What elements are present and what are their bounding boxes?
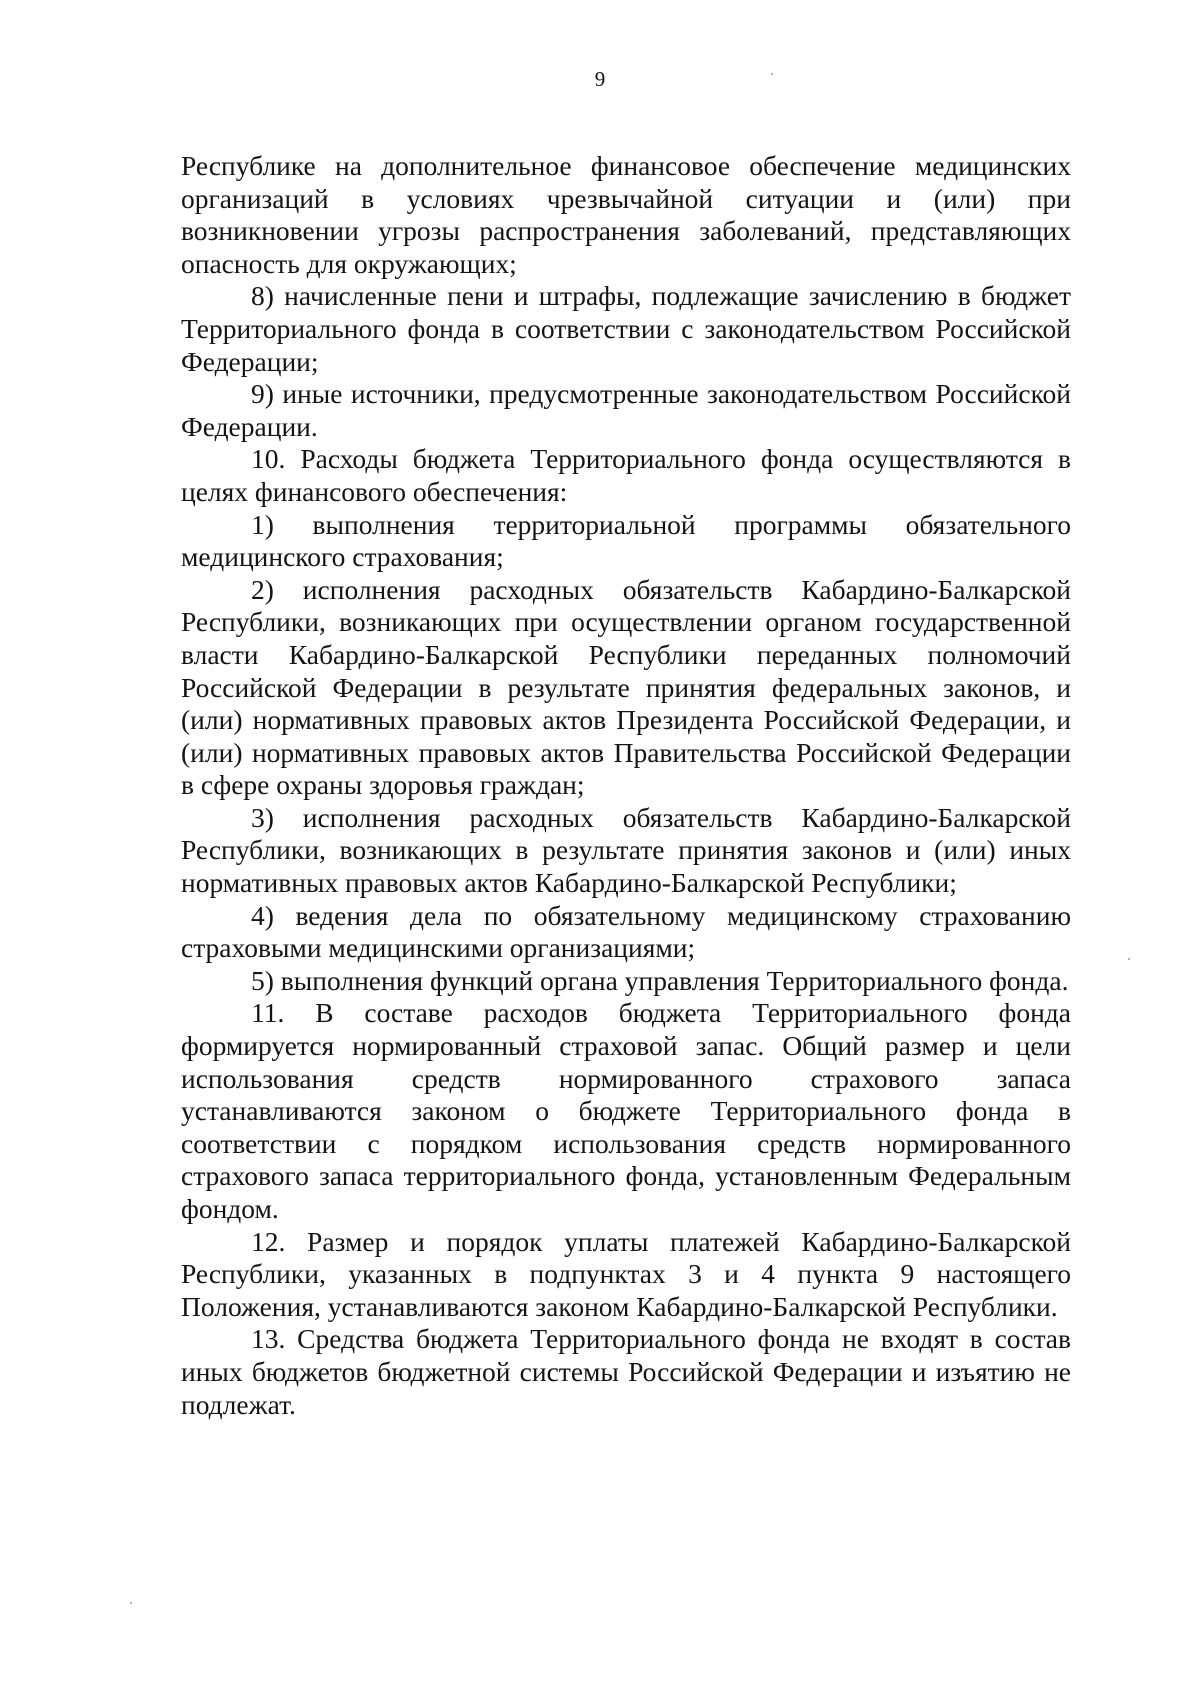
paragraph: 9) иные источники, предусмотренные законодательством Российской Федерации. xyxy=(181,378,1071,442)
paragraph: 11. В составе расходов бюджета Территориального фонда формируется нормированный страховой запас. Общий размер и цели использования средств нормированного страхового запаса устанавливаются законом о бюджете Территориального фонда в соответствии с порядком использования средств нормированного страхового запаса территориального фонда, установленным Федеральным фондом. xyxy=(181,997,1071,1224)
paragraph: 12. Размер и порядок уплаты платежей Кабардино-Балкарской Республики, указанных в подпунктах 3 и 4 пункта 9 настоящего Положения, устанавливаются законом Кабардино-Балкарской Республики. xyxy=(181,1225,1071,1322)
scan-speck xyxy=(130,1602,132,1604)
paragraph: 8) начисленные пени и штрафы, подлежащие зачислению в бюджет Территориального фонда в соответствии с законодательством Российской Федерации; xyxy=(181,280,1071,377)
page-number: 9 xyxy=(594,67,606,91)
paragraph: 3) исполнения расходных обязательств Кабардино-Балкарской Республики, возникающих в результате принятия законов и (или) иных нормативных правовых актов Кабардино-Балкарской Республики; xyxy=(181,801,1071,899)
paragraph: 13. Средства бюджета Территориального фонда не входят в состав иных бюджетов бюджетной системы Российской Федерации и изъятию не подлежат. xyxy=(181,1323,1071,1420)
paragraph: 4) ведения дела по обязательному медицинскому страхованию страховыми медицинскими организациями; xyxy=(181,899,1071,964)
document-body xyxy=(181,150,1071,1421)
paragraph: 2) исполнения расходных обязательств Кабардино-Балкарской Республики, возникающих при осуществлении органом государственной власти Кабардино-Балкарской Республики переданных полномочий Российской Федерации в результате принятия федеральных законов, и (или) нормативных правовых актов Президента Российской Федерации, и (или) нормативных правовых актов Правительства Российской Федерации в сфере охраны здоровья граждан; xyxy=(181,573,1071,801)
scan-speck xyxy=(771,73,773,75)
paragraph: 5) выполнения функций органа управления Территориального фонда. xyxy=(251,964,1069,996)
paragraph: 10. Расходы бюджета Территориального фонда осуществляются в целях финансового обеспечения: xyxy=(181,443,1071,507)
paragraph: 1) выполнения территориальной программы обязательного медицинского страхования; xyxy=(181,508,1071,573)
paragraph: Республике на дополнительное финансовое обеспечение медицинских организаций в условиях чрезвычайной ситуации и (или) при возникновении угрозы распространения заболеваний, представляющих опасность для окружающих; xyxy=(181,150,1071,279)
scan-speck xyxy=(1128,958,1130,960)
